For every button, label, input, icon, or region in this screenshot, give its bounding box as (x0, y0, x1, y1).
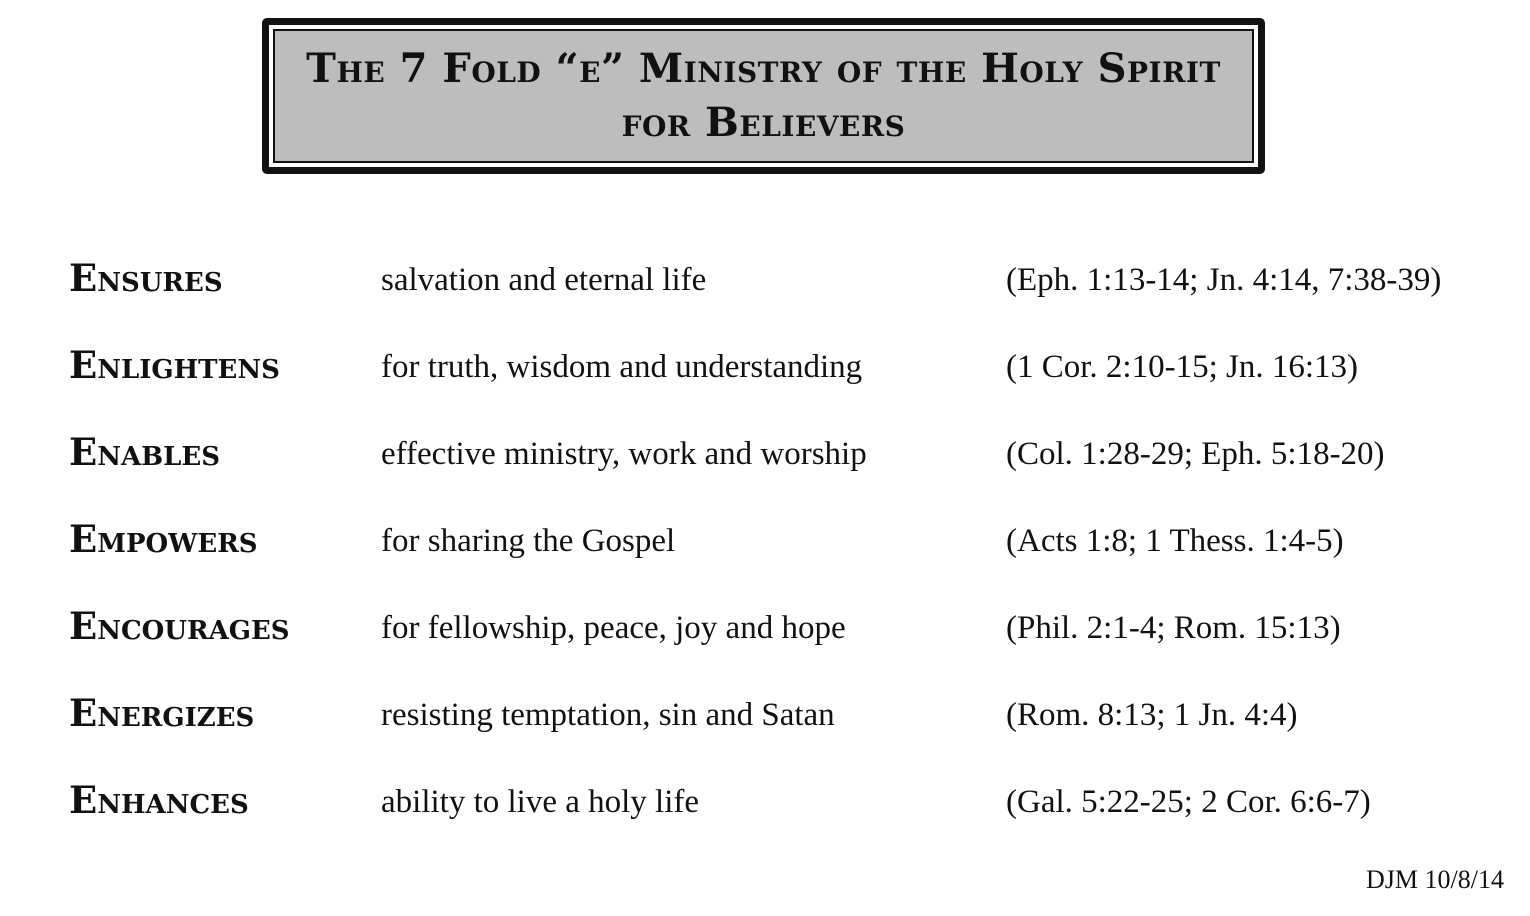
ministry-verb: Energizes (69, 691, 255, 735)
list-item (0, 584, 1530, 671)
list-item (0, 758, 1530, 845)
ministry-verb: Ensures (69, 256, 223, 300)
ministry-description: for fellowship, peace, joy and hope (381, 610, 846, 646)
ministry-verb: Enables (69, 430, 220, 474)
title-banner (273, 29, 1254, 163)
ministry-verb: Empowers (69, 517, 258, 561)
ministry-description: salvation and eternal life (381, 262, 707, 298)
list-item (0, 671, 1530, 758)
list-item (0, 497, 1530, 584)
list-item (0, 323, 1530, 410)
scripture-reference: (Gal. 5:22-25; 2 Cor. 6:6-7) (1006, 784, 1371, 820)
scripture-reference: (Col. 1:28-29; Eph. 5:18-20) (1006, 436, 1385, 472)
ministry-verb: Enlightens (69, 343, 280, 387)
scripture-reference: (Acts 1:8; 1 Thess. 1:4-5) (1006, 523, 1344, 559)
list-item (0, 410, 1530, 497)
scripture-reference: (Eph. 1:13-14; Jn. 4:14, 7:38-39) (1006, 262, 1442, 298)
scripture-reference: (Rom. 8:13; 1 Jn. 4:4) (1006, 697, 1298, 733)
title-box (262, 18, 1265, 174)
ministry-description: ability to live a holy life (381, 784, 700, 820)
ministry-description: resisting temptation, sin and Satan (381, 697, 835, 733)
scripture-reference: (Phil. 2:1-4; Rom. 15:13) (1006, 610, 1341, 646)
page-title-line-1: The 7 Fold “e” Ministry of the Holy Spirit (306, 45, 1221, 92)
ministry-verb: Enhances (69, 778, 249, 822)
scripture-reference: (1 Cor. 2:10-15; Jn. 16:13) (1006, 349, 1358, 385)
author-date-signature: DJM 10/8/14 (1366, 865, 1504, 894)
ministry-verb: Encourages (69, 604, 290, 648)
ministry-description: effective ministry, work and worship (381, 436, 867, 472)
page-title-line-2: for Believers (621, 99, 906, 146)
ministry-description: for truth, wisdom and understanding (381, 349, 863, 385)
ministry-list (0, 236, 1530, 845)
ministry-description: for sharing the Gospel (381, 523, 676, 559)
list-item (0, 236, 1530, 323)
